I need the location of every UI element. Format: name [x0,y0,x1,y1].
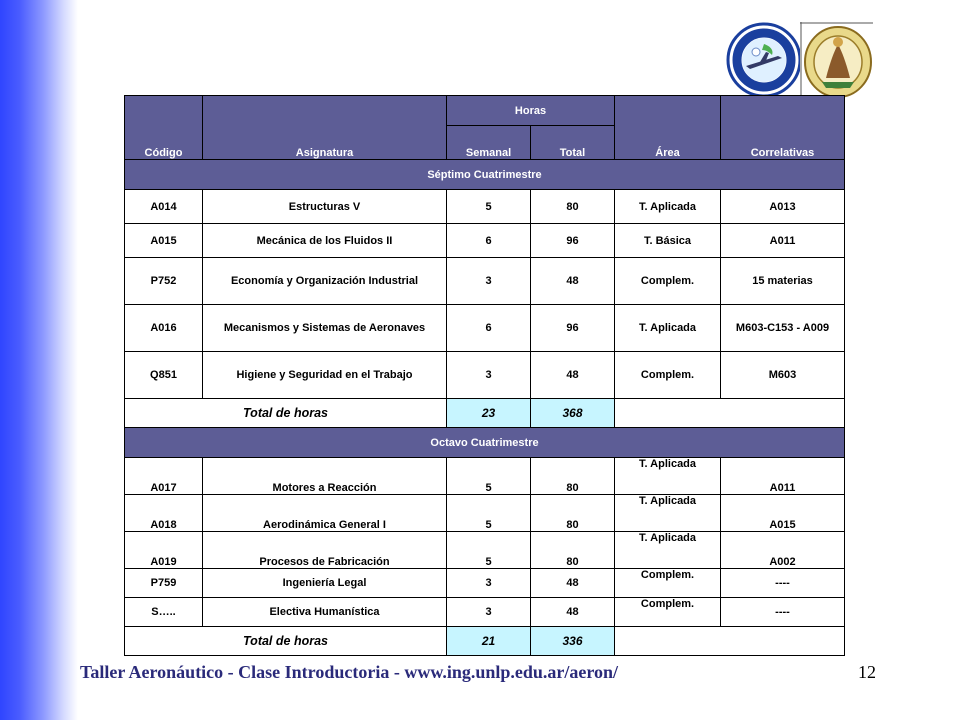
cell-code: A016 [125,305,203,352]
cell-subject: Economía y Organización Industrial [203,258,447,305]
cell-area: T. Aplicada [615,495,721,532]
unlp-logo-icon [800,22,873,99]
cell-subject: Mecánica de los Fluidos II [203,224,447,258]
cell-code: A015 [125,224,203,258]
cell-area: T. Básica [615,224,721,258]
cell-correlatives: ---- [721,569,845,598]
table-row [125,458,845,495]
cell-total: 96 [531,224,615,258]
footer-text: Taller Aeronáutico - Clase Introductoria - www.ing.unlp.edu.ar/aeron/ [80,662,619,682]
cell-weekly: 3 [447,352,531,399]
cell-weekly: 6 [447,224,531,258]
cell-subject: Procesos de Fabricación [203,532,447,569]
table-row [125,258,845,305]
cell-correlatives: A011 [721,224,845,258]
section-title: Séptimo Cuatrimestre [125,160,845,190]
cell-subject: Ingeniería Legal [203,569,447,598]
total-empty-cell [615,627,845,656]
table-row [125,495,845,532]
cell-code: P759 [125,569,203,598]
table-row [125,190,845,224]
cell-subject: Mecanismos y Sistemas de Aeronaves [203,305,447,352]
cell-area: Complem. [615,352,721,399]
total-weekly: 23 [447,399,531,428]
cell-correlatives: A015 [721,495,845,532]
total-empty-cell [615,399,845,428]
cell-area: T. Aplicada [615,190,721,224]
cell-total: 80 [531,458,615,495]
cell-correlatives: 15 materias [721,258,845,305]
cell-area: Complem. [615,258,721,305]
cell-correlatives: A002 [721,532,845,569]
header-horas: Horas [447,96,615,126]
cell-total: 96 [531,305,615,352]
cell-code: Q851 [125,352,203,399]
cell-correlatives: M603-C153 - A009 [721,305,845,352]
cell-subject: Estructuras V [203,190,447,224]
cell-total: 48 [531,569,615,598]
cell-weekly: 3 [447,569,531,598]
cell-correlatives: A013 [721,190,845,224]
section-header-row [125,160,845,190]
section-title: Octavo Cuatrimestre [125,428,845,458]
sidebar-gradient [0,0,78,720]
cell-area: Complem. [615,569,721,598]
cell-area: T. Aplicada [615,532,721,569]
cell-weekly: 5 [447,532,531,569]
cell-total: 80 [531,495,615,532]
table-row [125,305,845,352]
cell-area: T. Aplicada [615,305,721,352]
table-row [125,569,845,598]
cell-correlatives: ---- [721,598,845,627]
cell-total: 48 [531,598,615,627]
table-row [125,532,845,569]
header-correlativas: Correlativas [721,96,845,160]
cell-total: 48 [531,258,615,305]
cell-total: 80 [531,190,615,224]
aeronautics-department-logo-icon [726,22,802,98]
total-hours: 336 [531,627,615,656]
cell-code: P752 [125,258,203,305]
cell-code: A018 [125,495,203,532]
cell-weekly: 3 [447,258,531,305]
total-row [125,627,845,656]
total-weekly: 21 [447,627,531,656]
header-asignatura: Asignatura [203,96,447,160]
total-label: Total de horas [125,627,447,656]
cell-area: Complem. [615,598,721,627]
cell-weekly: 3 [447,598,531,627]
page-number: 12 [858,662,876,682]
cell-total: 48 [531,352,615,399]
cell-correlatives: M603 [721,352,845,399]
cell-weekly: 6 [447,305,531,352]
cell-weekly: 5 [447,495,531,532]
header-total: Total [531,126,615,160]
cell-subject: Higiene y Seguridad en el Trabajo [203,352,447,399]
cell-subject: Electiva Humanística [203,598,447,627]
cell-code: A019 [125,532,203,569]
header-area: Área [615,96,721,160]
table-row [125,352,845,399]
curriculum-table [124,95,845,656]
cell-weekly: 5 [447,458,531,495]
table-row [125,598,845,627]
cell-code: A014 [125,190,203,224]
section-header-row [125,428,845,458]
cell-weekly: 5 [447,190,531,224]
total-row [125,399,845,428]
cell-subject: Motores a Reacción [203,458,447,495]
header-semanal: Semanal [447,126,531,160]
cell-area: T. Aplicada [615,458,721,495]
table-row [125,224,845,258]
cell-subject: Aerodinámica General I [203,495,447,532]
total-hours: 368 [531,399,615,428]
cell-correlatives: A011 [721,458,845,495]
header-codigo: Código [125,96,203,160]
cell-total: 80 [531,532,615,569]
cell-code: S….. [125,598,203,627]
cell-code: A017 [125,458,203,495]
total-label: Total de horas [125,399,447,428]
